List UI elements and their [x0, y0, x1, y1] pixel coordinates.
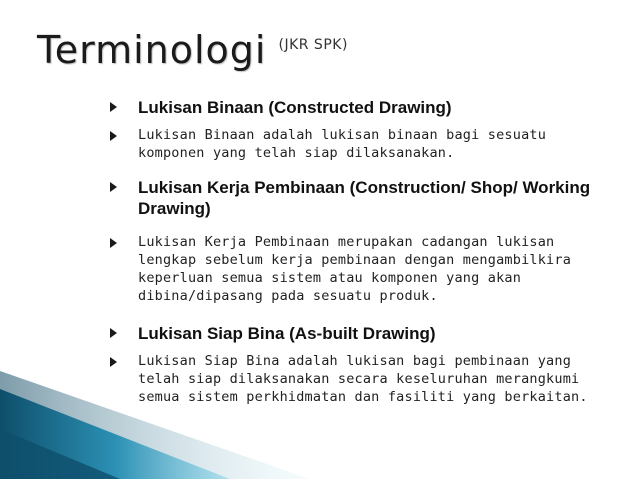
- item-heading-text: Lukisan Siap Bina (As-built Drawing): [138, 324, 436, 343]
- bullet-arrow-icon: [110, 102, 117, 112]
- bullet-item-heading: [110, 97, 620, 118]
- bullet-arrow-icon: [110, 328, 117, 338]
- bullet-arrow-icon: [110, 131, 117, 141]
- item-body-text: Lukisan Kerja Pembinaan merupakan cadangan lukisan lengkap sebelum kerja pembinaan dengan mengambilkira keperluan semua sistem atau komponen yang akan dibina/dipasang pada sesuatu produk.: [138, 234, 572, 304]
- item-heading-text: Lukisan Kerja Pembinaan (Construction/ Shop/ Working Drawing): [138, 178, 591, 218]
- decorative-corner-swoosh: [0, 359, 638, 479]
- slide-title-group: [37, 28, 348, 72]
- slide-title-note: (JKR SPK): [278, 37, 348, 53]
- bullet-arrow-icon: [110, 182, 117, 192]
- slide-title: Terminologi: [37, 28, 267, 72]
- item-body-text: Lukisan Binaan adalah lukisan binaan bagi sesuatu komponen yang telah siap dilaksanakan.: [138, 127, 547, 161]
- item-body-text: Lukisan Siap Bina adalah lukisan bagi pembinaan yang telah siap dilaksanakan secara keseluruhan merangkumi semua sistem perkhidmatan dan fasiliti yang berkaitan.: [138, 353, 588, 405]
- item-heading-text: Lukisan Binaan (Constructed Drawing): [138, 98, 452, 117]
- bullet-item-body: [110, 126, 620, 162]
- bullet-item-body: [110, 233, 620, 305]
- bullet-arrow-icon: [110, 238, 117, 248]
- bullet-item-heading: [110, 323, 620, 344]
- bullet-item-heading: [110, 177, 620, 219]
